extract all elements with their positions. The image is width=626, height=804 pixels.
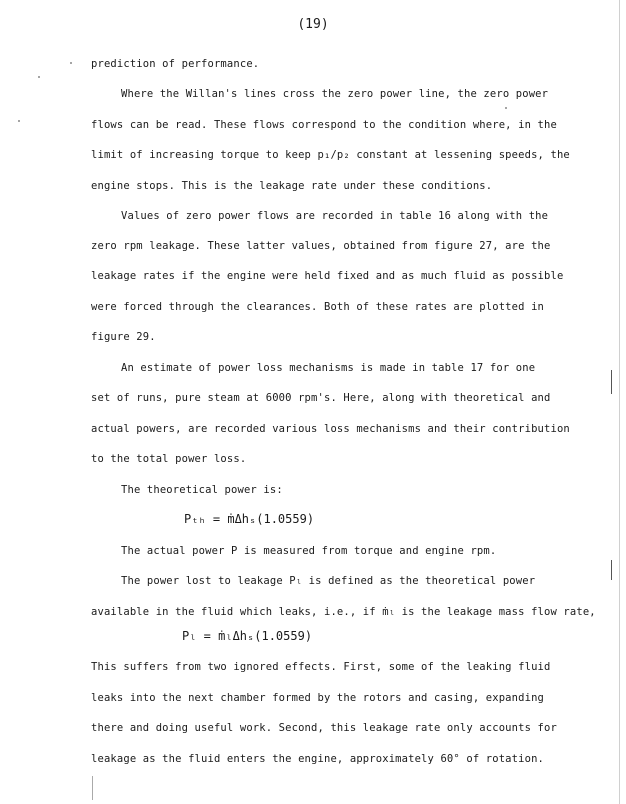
scan-speck	[18, 120, 20, 122]
scan-mark	[611, 560, 612, 580]
text-line: leakage as the fluid enters the engine, approximately 60° of rotation.	[91, 753, 545, 765]
text-line: leaks into the next chamber formed by the rotors and casing, expanding	[91, 692, 545, 704]
text-line: limit of increasing torque to keep p₁/p₂ constant at lessening speeds, the	[91, 149, 570, 161]
equation-leakage-power: Pₗ = ṁₗΔhₛ(1.0559)	[182, 629, 313, 643]
text-line: An estimate of power loss mechanisms is made in table 17 for one	[121, 362, 536, 374]
page-edge-line	[619, 0, 620, 804]
text-line: Values of zero power flows are recorded in table 16 along with the	[121, 210, 549, 222]
text-line: figure 29.	[91, 331, 156, 343]
text-line: there and doing useful work. Second, this leakage rate only accounts for	[91, 722, 557, 734]
text-line: engine stops. This is the leakage rate under these conditions.	[91, 180, 493, 192]
text-line: available in the fluid which leaks, i.e., if ṁₗ is the leakage mass flow rate,	[91, 606, 596, 618]
text-line: leakage rates if the engine were held fixed and as much fluid as possible	[91, 270, 564, 282]
scan-mark	[611, 370, 612, 394]
text-line: The theoretical power is:	[121, 484, 283, 496]
text-line: to the total power loss.	[91, 453, 247, 465]
text-line: zero rpm leakage. These latter values, obtained from figure 27, are the	[91, 240, 551, 252]
text-line: The actual power P is measured from torque and engine rpm.	[121, 545, 497, 557]
text-line: flows can be read. These flows correspond to the condition where, in the	[91, 119, 557, 131]
text-line: prediction of performance.	[91, 58, 260, 70]
scan-speck	[70, 62, 72, 64]
scan-mark	[92, 776, 93, 800]
page-number: (19)	[297, 17, 329, 32]
scan-speck	[38, 76, 40, 78]
scan-speck	[505, 107, 507, 109]
text-line: This suffers from two ignored effects. First, some of the leaking fluid	[91, 661, 551, 673]
text-line: Where the Willan's lines cross the zero power line, the zero power	[121, 88, 549, 100]
text-line: were forced through the clearances. Both of these rates are plotted in	[91, 301, 545, 313]
text-line: set of runs, pure steam at 6000 rpm's. Here, along with theoretical and	[91, 392, 551, 404]
equation-theoretical-power: Pₜₕ = ṁΔhₛ(1.0559)	[184, 512, 315, 526]
text-line: actual powers, are recorded various loss mechanisms and their contribution	[91, 423, 570, 435]
text-line: The power lost to leakage Pₗ is defined as the theoretical power	[121, 575, 536, 587]
